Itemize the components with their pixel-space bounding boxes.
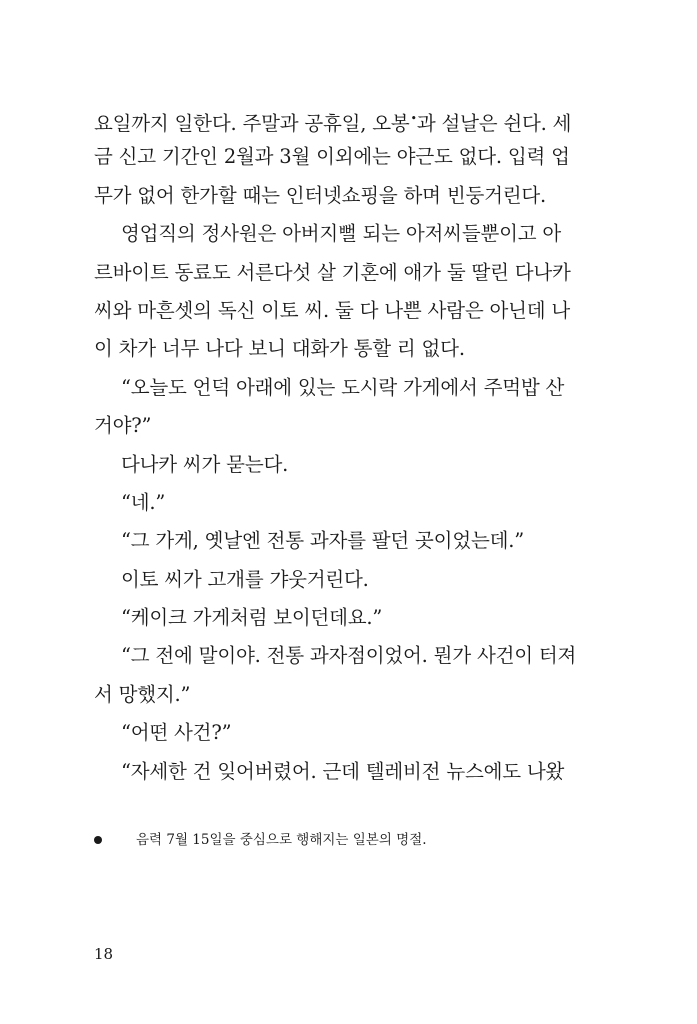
text-line: “자세한 건 잊어버렸어. 근데 텔레비전 뉴스에도 나왔 [121, 759, 565, 783]
text-line: 서 망했지.” [94, 682, 191, 706]
text-line: “케이크 가게처럼 보이던데요.” [121, 606, 383, 630]
text-line: “그 가게, 옛날엔 전통 과자를 팔던 곳이었는데.” [121, 529, 524, 553]
text-line: 금 신고 기간인 2월과 3월 이외에는 야근도 없다. 입력 업 [94, 145, 570, 169]
footnote-text: 음력 7월 15일을 중심으로 행해지는 일본의 명절. [136, 832, 427, 848]
text-line: “어떤 사건?” [121, 721, 232, 745]
text-line: 이토 씨가 고개를 갸웃거린다. [121, 567, 369, 591]
footnote [94, 830, 564, 850]
footnote-marker: • [410, 112, 417, 125]
body-text [94, 100, 577, 791]
text-line: 이 차가 너무 나다 보니 대화가 통할 리 없다. [94, 337, 465, 361]
text-line: “오늘도 언덕 아래에 있는 도시락 가게에서 주먹밥 산 [121, 375, 565, 399]
text-line-part: 과 설날은 쉰다. 세 [416, 112, 572, 135]
text-line-part: 요일까지 일한다. 주말과 공휴일, 오봉 [94, 112, 410, 135]
text-line: 씨와 마흔셋의 독신 이토 씨. 둘 다 나쁜 사람은 아닌데 나 [94, 298, 570, 322]
text-line: 영업직의 정사원은 아버지뻘 되는 아저씨들뿐이고 아 [121, 222, 562, 246]
text-line: 거야?” [94, 414, 152, 438]
text-line: 다나카 씨가 묻는다. [121, 452, 289, 476]
text-line: “그 전에 말이야. 전통 과자점이었어. 뭔가 사건이 터져 [121, 644, 577, 668]
text-line: 르바이트 동료도 서른다섯 살 기혼에 애가 둘 딸린 다나카 [94, 260, 571, 284]
text-line: 무가 없어 한가할 때는 인터넷쇼핑을 하며 빈둥거린다. [94, 183, 547, 207]
page-number: 18 [94, 945, 114, 963]
footnote-bullet-icon [94, 836, 102, 844]
text-line [94, 100, 572, 138]
text-line: “네.” [121, 490, 166, 514]
